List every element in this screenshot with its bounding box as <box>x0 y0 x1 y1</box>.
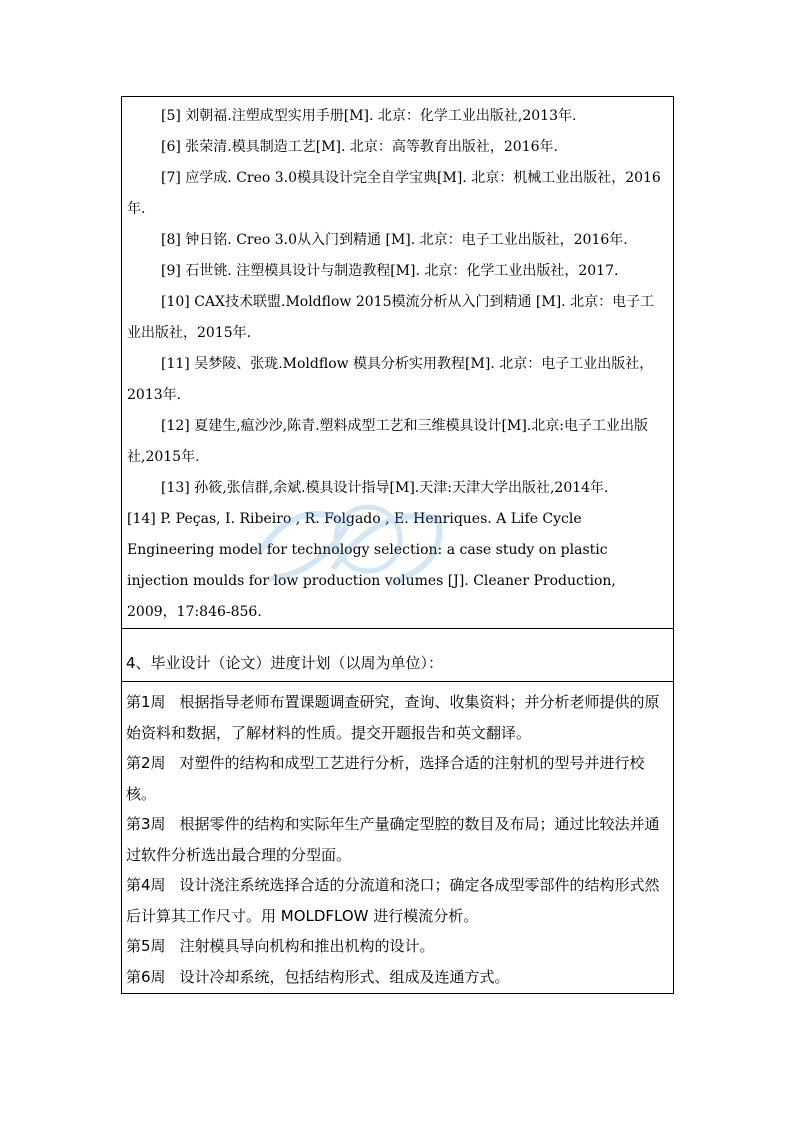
reference-item: [13] 孙筱,张信群,余斌.模具设计指导[M].天津:天津大学出版社,2014年. <box>161 480 609 496</box>
schedule-item: 第4周 设计浇注系统选择合适的分流道和浇口；确定各成型零部件的结构形式然后计算其工作尺寸。用 MOLDFLOW 进行模流分析。 <box>126 876 660 925</box>
reference-item: [14] P. Peças, I. Ribeiro , R. Folgado , E. Henriques. A Life Cycle Engineering model for technology selection: a case study on plastic injection moulds for low production volumes [J]. Cleaner Production, 2009，17:846-856. <box>127 511 616 620</box>
reference-item: [11] 吴梦陵、张珑.Moldflow 模具分析实用教程[M]. 北京：电子工业出版社，2013年. <box>127 356 654 403</box>
reference-item: [9] 石世铫. 注塑模具设计与制造教程[M]. 北京：化学工业出版社，2017. <box>161 263 619 279</box>
schedule-item: 第2周 对塑件的结构和成型工艺进行分析，选择合适的注射机的型号并进行校核。 <box>126 754 645 803</box>
reference-item: [5] 刘朝福.注塑成型实用手册[M]. 北京：化学工业出版社,2013年. <box>161 108 577 124</box>
reference-item: [7] 应学成. Creo 3.0模具设计完全自学宝典[M]. 北京：机械工业出版社，2016年. <box>127 170 661 217</box>
schedule-item: 第3周 根据零件的结构和实际年生产量确定型腔的数目及布局；通过比较法并通过软件分析选出最合理的分型面。 <box>126 815 660 864</box>
schedule-item: 第5周 注射模具导向机构和推出机构的设计。 <box>126 937 435 955</box>
document-table <box>121 96 674 994</box>
table-divider <box>122 681 673 682</box>
reference-item: [10] CAX技术联盟.Moldflow 2015模流分析从入门到精通 [M]. 北京：电子工业出版社，2015年. <box>127 294 655 341</box>
schedule-item: 第1周 根据指导老师布置课题调查研究，查询、收集资料；并分析老师提供的原始资料和数据，了解材料的性质。提交开题报告和英文翻译。 <box>126 693 660 742</box>
schedule-item: 第6周 设计冷却系统，包括结构形式、组成及连通方式。 <box>126 967 510 986</box>
reference-item: [8] 钟日铭. Creo 3.0从入门到精通 [M]. 北京：电子工业出版社，2016年. <box>161 232 628 248</box>
reference-item: [12] 夏建生,瘟沙沙,陈青.塑料成型工艺和三维模具设计[M].北京:电子工业出版社,2015年. <box>127 418 648 465</box>
reference-item: [6] 张荣清.模具制造工艺[M]. 北京：高等教育出版社，2016年. <box>161 139 558 155</box>
table-divider <box>122 628 673 629</box>
section-title: 4、毕业设计（论文）进度计划（以周为单位）： <box>126 654 444 672</box>
schedule-list <box>126 687 668 992</box>
reference-list <box>127 101 668 628</box>
